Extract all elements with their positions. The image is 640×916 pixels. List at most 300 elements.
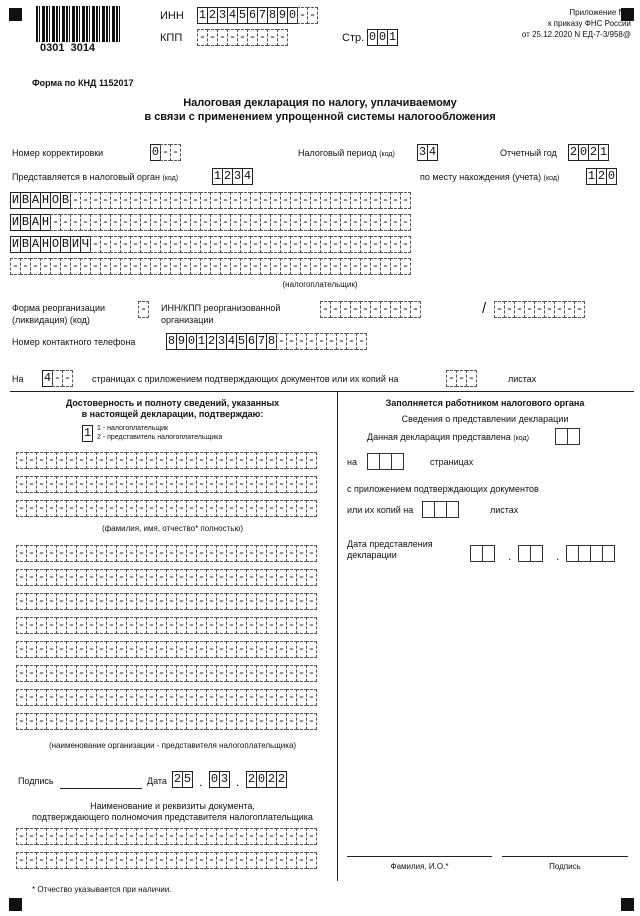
date-day-cells[interactable] <box>172 771 192 788</box>
char-cell: - <box>131 215 140 229</box>
char-cell: - <box>47 714 56 728</box>
location-cells[interactable] <box>586 168 616 185</box>
confirm-heading-line-2: в настоящей декларации, подтверждаю: <box>81 409 264 419</box>
char-cell: - <box>201 237 210 251</box>
char-cell: - <box>311 259 320 273</box>
correction-cells[interactable] <box>150 144 180 161</box>
char-cell: - <box>301 215 310 229</box>
char-cell: - <box>107 594 116 608</box>
char-cell: - <box>237 477 246 491</box>
char-cell: - <box>187 714 196 728</box>
reorg-slash: / <box>482 300 487 317</box>
char-cell: - <box>107 853 116 867</box>
char-cell: - <box>287 829 296 843</box>
office-heading: Заполняется работником налогового органа <box>385 398 585 408</box>
office-date-month[interactable] <box>518 545 542 562</box>
char-cell: - <box>307 594 316 608</box>
char-cell: - <box>57 853 66 867</box>
char-cell: - <box>167 546 176 560</box>
char-cell: - <box>291 259 300 273</box>
char-cell: - <box>271 215 280 229</box>
char-cell: - <box>187 453 196 467</box>
char-cell: - <box>331 302 340 316</box>
char-cell: - <box>101 237 110 251</box>
page-cells[interactable] <box>367 29 397 46</box>
char-cell: 1 <box>83 426 92 440</box>
org-row[interactable] <box>16 665 316 682</box>
char-cell: - <box>171 215 180 229</box>
char-cell: - <box>207 666 216 680</box>
char-cell: - <box>77 477 86 491</box>
char-cell: - <box>297 334 306 348</box>
org-row[interactable] <box>16 689 316 706</box>
char-cell: - <box>157 642 166 656</box>
title-line-2: в связи с применением упрощенной системы налогообложения <box>144 111 496 123</box>
char-cell: - <box>267 642 276 656</box>
char-cell: - <box>351 215 360 229</box>
char-cell: - <box>331 259 340 273</box>
char-cell: - <box>361 302 370 316</box>
char-cell: - <box>381 215 390 229</box>
name-row-4[interactable] <box>10 258 410 275</box>
char-cell: - <box>141 193 150 207</box>
char-cell: - <box>278 30 287 44</box>
char-cell: - <box>307 570 316 584</box>
char-cell: - <box>297 501 306 515</box>
char-cell: - <box>71 259 80 273</box>
name-row-3[interactable] <box>10 236 410 253</box>
char-cell: - <box>297 546 306 560</box>
char-cell: И <box>11 237 20 251</box>
char-cell: - <box>17 453 26 467</box>
char-cell: - <box>237 546 246 560</box>
char-cell: - <box>101 259 110 273</box>
char-cell: - <box>361 237 370 251</box>
char-cell: - <box>127 594 136 608</box>
char-cell: - <box>217 477 226 491</box>
office-pages-cells[interactable] <box>367 453 403 470</box>
char-cell: - <box>341 259 350 273</box>
doc-label-line-2: подтверждающего полномочия представителя налогоплательщика <box>32 812 313 822</box>
char-cell: - <box>147 570 156 584</box>
fio-row[interactable] <box>16 476 316 493</box>
char-cell: - <box>177 546 186 560</box>
char-cell: - <box>217 642 226 656</box>
char-cell: 0 <box>378 30 387 44</box>
tax-period-label: Налоговый период (код) <box>298 148 395 158</box>
org-row[interactable] <box>16 617 316 634</box>
char-cell: - <box>81 193 90 207</box>
char-cell: - <box>287 666 296 680</box>
char-cell: - <box>97 477 106 491</box>
char-cell: - <box>267 853 276 867</box>
char-cell: - <box>287 618 296 632</box>
char-cell: - <box>17 690 26 704</box>
char-cell: - <box>391 302 400 316</box>
char-cell: - <box>47 546 56 560</box>
char-cell: - <box>137 829 146 843</box>
char-cell: - <box>297 853 306 867</box>
char-cell: - <box>67 618 76 632</box>
char-cell: - <box>297 618 306 632</box>
kpp-cells[interactable] <box>197 29 287 46</box>
name-row-1[interactable] <box>10 192 410 209</box>
char-cell: - <box>257 594 266 608</box>
org-row[interactable] <box>16 569 316 586</box>
char-cell: - <box>237 501 246 515</box>
char-cell: - <box>17 666 26 680</box>
char-cell: - <box>117 666 126 680</box>
char-cell: - <box>97 570 106 584</box>
char-cell: - <box>197 570 206 584</box>
char-cell: - <box>67 546 76 560</box>
char-cell: - <box>207 714 216 728</box>
char-cell: - <box>291 215 300 229</box>
char-cell: - <box>575 302 584 316</box>
char-cell: - <box>457 371 466 385</box>
char-cell: - <box>247 618 256 632</box>
doc-row[interactable] <box>16 852 316 869</box>
signer-cells[interactable] <box>82 425 92 442</box>
phone-cells[interactable] <box>166 333 366 350</box>
char-cell: - <box>217 501 226 515</box>
char-cell: 0 <box>368 30 377 44</box>
blank-cell <box>446 501 459 518</box>
char-cell: - <box>297 477 306 491</box>
char-cell: - <box>167 594 176 608</box>
char-cell: - <box>227 829 236 843</box>
tax-authority-cells[interactable] <box>212 168 252 185</box>
char-cell: - <box>321 215 330 229</box>
char-cell: - <box>37 618 46 632</box>
char-cell: - <box>177 666 186 680</box>
inn-cells[interactable] <box>197 7 317 24</box>
org-row[interactable] <box>16 593 316 610</box>
char-cell: - <box>27 453 36 467</box>
char-cell: - <box>247 666 256 680</box>
char-cell: - <box>221 215 230 229</box>
char-cell: - <box>251 215 260 229</box>
fio-row[interactable] <box>16 452 316 469</box>
char-cell: - <box>117 453 126 467</box>
char-cell: - <box>381 302 390 316</box>
name-row-2[interactable] <box>10 214 410 231</box>
reorg-inn-cells[interactable] <box>320 301 420 318</box>
char-cell: - <box>121 193 130 207</box>
kpp-label: КПП <box>160 32 183 44</box>
char-cell: - <box>177 853 186 867</box>
char-cell: - <box>167 666 176 680</box>
char-cell: - <box>281 215 290 229</box>
pages-cells[interactable] <box>42 370 72 387</box>
char-cell: - <box>201 259 210 273</box>
annex-line-1: Приложение N 1 <box>569 8 631 17</box>
char-cell: - <box>117 690 126 704</box>
char-cell: - <box>67 594 76 608</box>
char-cell: - <box>228 30 237 44</box>
char-cell: - <box>227 714 236 728</box>
char-cell: 8 <box>167 334 176 348</box>
char-cell: В <box>21 193 30 207</box>
char-cell: - <box>211 237 220 251</box>
char-cell: - <box>197 453 206 467</box>
char-cell: - <box>77 570 86 584</box>
char-cell: - <box>77 546 86 560</box>
char-cell: - <box>327 334 336 348</box>
office-date-dot-2: . <box>556 549 560 563</box>
char-cell: - <box>207 501 216 515</box>
char-cell: - <box>267 829 276 843</box>
char-cell: - <box>157 666 166 680</box>
signature-line[interactable] <box>60 788 142 789</box>
char-cell: - <box>107 477 116 491</box>
office-sheets-cells[interactable] <box>422 501 458 518</box>
char-cell: - <box>217 546 226 560</box>
char-cell: - <box>311 237 320 251</box>
char-cell: - <box>277 546 286 560</box>
char-cell: - <box>137 570 146 584</box>
reorg-kpp-cells[interactable] <box>494 301 584 318</box>
char-cell: - <box>307 690 316 704</box>
char-cell: - <box>281 193 290 207</box>
char-cell: - <box>191 259 200 273</box>
char-cell: - <box>401 302 410 316</box>
char-cell: - <box>157 546 166 560</box>
char-cell: - <box>171 145 180 159</box>
char-cell: 0 <box>607 169 616 183</box>
char-cell: - <box>37 453 46 467</box>
char-cell: - <box>37 477 46 491</box>
char-cell: - <box>31 259 40 273</box>
char-cell: - <box>207 453 216 467</box>
char-cell: - <box>147 618 156 632</box>
char-cell: 2 <box>277 772 286 786</box>
char-cell: - <box>111 215 120 229</box>
char-cell: - <box>137 714 146 728</box>
char-cell: - <box>411 302 420 316</box>
char-cell: - <box>117 570 126 584</box>
section-divider <box>10 391 634 392</box>
char-cell: - <box>221 193 230 207</box>
char-cell: - <box>167 690 176 704</box>
reorg-cells[interactable] <box>138 301 148 318</box>
char-cell: - <box>87 666 96 680</box>
char-cell: - <box>211 215 220 229</box>
char-cell: - <box>47 642 56 656</box>
office-date-year[interactable] <box>566 545 614 562</box>
char-cell: - <box>261 215 270 229</box>
char-cell: - <box>137 853 146 867</box>
char-cell: - <box>271 193 280 207</box>
char-cell: - <box>27 714 36 728</box>
char-cell: - <box>247 570 256 584</box>
office-date-day[interactable] <box>470 545 494 562</box>
doc-row[interactable] <box>16 828 316 845</box>
char-cell: - <box>277 477 286 491</box>
char-cell: - <box>77 690 86 704</box>
char-cell: - <box>317 334 326 348</box>
char-cell: - <box>107 618 116 632</box>
char-cell: - <box>161 259 170 273</box>
char-cell: 2 <box>247 772 256 786</box>
char-cell: - <box>57 477 66 491</box>
char-cell: - <box>157 570 166 584</box>
char-cell: - <box>197 501 206 515</box>
char-cell: 3 <box>220 772 229 786</box>
char-cell: - <box>201 215 210 229</box>
char-cell: - <box>247 501 256 515</box>
date-year-cells[interactable] <box>246 771 286 788</box>
office-fio-line[interactable] <box>347 856 492 857</box>
char-cell: - <box>277 690 286 704</box>
barcode-number: 0301 3014 <box>40 42 96 54</box>
char-cell: - <box>137 594 146 608</box>
char-cell: - <box>381 259 390 273</box>
char-cell: - <box>67 829 76 843</box>
char-cell: - <box>137 453 146 467</box>
char-cell: - <box>261 259 270 273</box>
tax-authority-label: Представляется в налоговый орган (код) <box>12 172 179 182</box>
char-cell: - <box>147 666 156 680</box>
char-cell: - <box>147 829 156 843</box>
char-cell: - <box>67 714 76 728</box>
char-cell: - <box>237 594 246 608</box>
org-row[interactable] <box>16 713 316 730</box>
char-cell: 1 <box>599 145 608 159</box>
char-cell: - <box>97 666 106 680</box>
char-cell: - <box>191 237 200 251</box>
char-cell: - <box>127 714 136 728</box>
char-cell: - <box>127 690 136 704</box>
char-cell: - <box>47 829 56 843</box>
char-cell: - <box>257 642 266 656</box>
location-label: по месту нахождения (учета) (код) <box>420 172 560 182</box>
char-cell: - <box>11 259 20 273</box>
char-cell: 7 <box>258 8 267 22</box>
char-cell: - <box>401 215 410 229</box>
char-cell: - <box>17 618 26 632</box>
office-on-label: на <box>347 457 357 467</box>
presented-cells[interactable] <box>555 428 579 445</box>
char-cell: - <box>157 690 166 704</box>
char-cell: - <box>197 618 206 632</box>
char-cell: - <box>161 215 170 229</box>
char-cell: - <box>141 215 150 229</box>
office-sign-line[interactable] <box>502 856 628 857</box>
char-cell: - <box>217 453 226 467</box>
char-cell: - <box>227 594 236 608</box>
char-cell: - <box>271 259 280 273</box>
char-cell: - <box>267 714 276 728</box>
char-cell: - <box>47 853 56 867</box>
char-cell: - <box>207 477 216 491</box>
char-cell: - <box>87 477 96 491</box>
char-cell: - <box>47 477 56 491</box>
char-cell: - <box>107 829 116 843</box>
doc-label-line-1: Наименование и реквизиты документа, <box>90 801 255 811</box>
char-cell: В <box>21 237 30 251</box>
char-cell: - <box>77 501 86 515</box>
char-cell: - <box>131 237 140 251</box>
org-row[interactable] <box>16 641 316 658</box>
char-cell: - <box>17 642 26 656</box>
org-row[interactable] <box>16 545 316 562</box>
char-cell: - <box>97 546 106 560</box>
char-cell: - <box>277 666 286 680</box>
char-cell: - <box>217 853 226 867</box>
char-cell: - <box>391 237 400 251</box>
char-cell: - <box>251 237 260 251</box>
char-cell: 8 <box>267 334 276 348</box>
char-cell: В <box>21 215 30 229</box>
char-cell: - <box>27 501 36 515</box>
char-cell: 1 <box>197 334 206 348</box>
char-cell: - <box>97 690 106 704</box>
char-cell: - <box>237 829 246 843</box>
char-cell: - <box>127 829 136 843</box>
char-cell: - <box>167 501 176 515</box>
char-cell: - <box>47 501 56 515</box>
char-cell: - <box>217 594 226 608</box>
char-cell: - <box>87 594 96 608</box>
char-cell: - <box>287 714 296 728</box>
char-cell: - <box>17 594 26 608</box>
char-cell: - <box>167 618 176 632</box>
char-cell: - <box>237 453 246 467</box>
inn-label: ИНН <box>160 10 184 22</box>
char-cell: - <box>211 193 220 207</box>
char-cell: - <box>101 193 110 207</box>
char-cell: 3 <box>218 8 227 22</box>
tax-period-cells[interactable] <box>417 144 437 161</box>
char-cell: - <box>177 690 186 704</box>
char-cell: - <box>237 570 246 584</box>
char-cell: - <box>87 853 96 867</box>
char-cell: - <box>67 642 76 656</box>
char-cell: - <box>137 477 146 491</box>
char-cell: 4 <box>428 145 437 159</box>
char-cell: - <box>391 193 400 207</box>
char-cell: - <box>27 594 36 608</box>
char-cell: - <box>17 829 26 843</box>
report-year-cells[interactable] <box>568 144 608 161</box>
char-cell: - <box>27 618 36 632</box>
char-cell: - <box>257 618 266 632</box>
char-cell: - <box>237 714 246 728</box>
date-month-cells[interactable] <box>209 771 229 788</box>
char-cell: - <box>97 594 106 608</box>
char-cell: - <box>27 477 36 491</box>
char-cell: - <box>57 570 66 584</box>
char-cell: Ч <box>81 237 90 251</box>
office-sheets-label: листах <box>490 505 519 515</box>
fio-row[interactable] <box>16 500 316 517</box>
char-cell: - <box>21 259 30 273</box>
confirm-heading-line-1: Достоверность и полноту сведений, указанных <box>65 398 280 408</box>
sheets-cells[interactable] <box>446 370 476 387</box>
pages-text: страницах с приложением подтверждающих документов или их копий на <box>92 374 399 384</box>
char-cell: 3 <box>418 145 427 159</box>
char-cell: - <box>97 501 106 515</box>
char-cell: - <box>167 853 176 867</box>
char-cell: - <box>237 642 246 656</box>
char-cell: - <box>91 193 100 207</box>
sheets-label: листах <box>508 374 537 384</box>
char-cell: - <box>97 853 106 867</box>
char-cell: - <box>37 690 46 704</box>
char-cell: 9 <box>177 334 186 348</box>
char-cell: - <box>187 501 196 515</box>
